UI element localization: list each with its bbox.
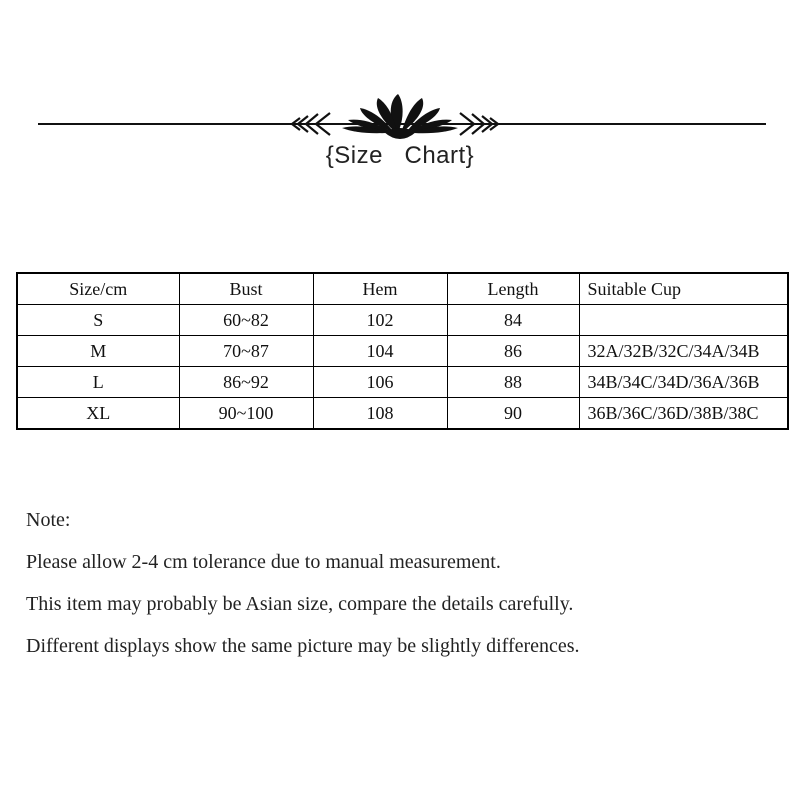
notes-heading: Note: xyxy=(26,509,71,531)
cell-size: L xyxy=(17,367,179,398)
cell-hem: 108 xyxy=(313,398,447,430)
header-size: Size/cm xyxy=(17,273,179,305)
chart-title: {Size Chart} xyxy=(325,142,475,169)
header-suitable-cup: Suitable Cup xyxy=(579,273,788,305)
table-row xyxy=(17,398,788,430)
cell-size: XL xyxy=(17,398,179,430)
cell-cup: 32A/32B/32C/34A/34B xyxy=(579,336,788,367)
cell-cup: 34B/34C/34D/36A/36B xyxy=(579,367,788,398)
cell-length: 84 xyxy=(447,305,579,336)
table-row xyxy=(17,305,788,336)
table-row xyxy=(17,336,788,367)
cell-bust: 86~92 xyxy=(179,367,313,398)
note-line: Different displays show the same picture may be slightly differences. xyxy=(26,635,580,657)
table-header-row xyxy=(17,273,788,305)
cell-hem: 106 xyxy=(313,367,447,398)
cell-size: S xyxy=(17,305,179,336)
header-bust: Bust xyxy=(179,273,313,305)
note-line: This item may probably be Asian size, compare the details carefully. xyxy=(26,593,574,615)
cell-hem: 102 xyxy=(313,305,447,336)
cell-bust: 90~100 xyxy=(179,398,313,430)
size-table xyxy=(16,272,789,430)
fan-ornament-icon xyxy=(0,80,800,150)
cell-cup xyxy=(579,305,788,336)
cell-length: 86 xyxy=(447,336,579,367)
header-length: Length xyxy=(447,273,579,305)
cell-hem: 104 xyxy=(313,336,447,367)
header-hem: Hem xyxy=(313,273,447,305)
notes-section xyxy=(26,506,580,674)
cell-length: 88 xyxy=(447,367,579,398)
cell-cup: 36B/36C/36D/38B/38C xyxy=(579,398,788,430)
cell-bust: 60~82 xyxy=(179,305,313,336)
note-line: Please allow 2-4 cm tolerance due to manual measurement. xyxy=(26,551,501,573)
cell-length: 90 xyxy=(447,398,579,430)
table-row xyxy=(17,367,788,398)
size-chart-header xyxy=(0,80,800,190)
cell-size: M xyxy=(17,336,179,367)
cell-bust: 70~87 xyxy=(179,336,313,367)
